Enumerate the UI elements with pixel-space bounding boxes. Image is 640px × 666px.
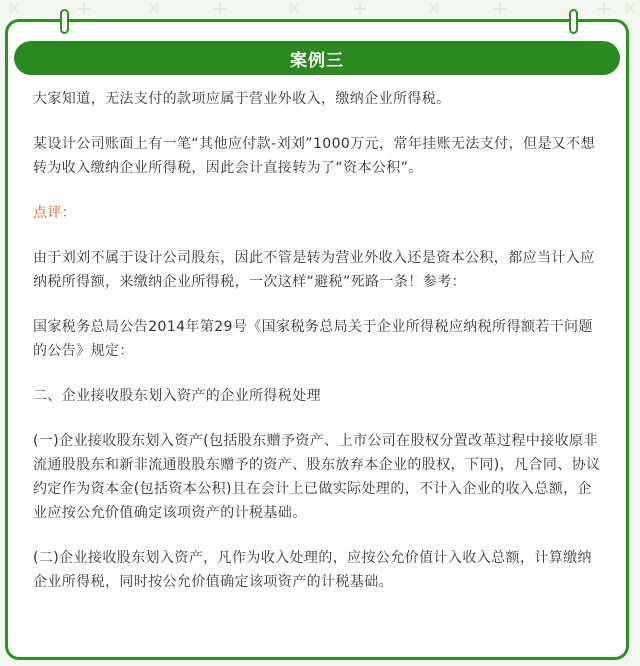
paragraph-reference: 国家税务总局公告2014年第29号《国家税务总局关于企业所得税应纳税所得额若干问题的公告》规定： [33, 319, 593, 359]
binder-ring-right [569, 9, 578, 34]
article-body [33, 87, 601, 615]
section-heading: 二、企业接收股东划入资产的企业所得税处理 [33, 388, 321, 404]
paragraph-case: 某设计公司账面上有一笔“其他应付款-刘刘”1000万元，常年挂账无法支付，但是又不想转为收入缴纳企业所得税，因此会计直接转为了“资本公积”。 [33, 136, 595, 176]
clause-two: (二)企业接收股东划入资产，凡作为收入处理的，应按公允价值计入收入总额，计算缴纳企业所得税，同时按公允价值确定该项资产的计税基础。 [33, 550, 592, 590]
page-title: 案例三 [290, 50, 344, 71]
paragraph-intro: 大家知道，无法支付的款项应属于营业外收入，缴纳企业所得税。 [33, 91, 451, 107]
paragraph-review: 由于刘刘不属于设计公司股东，因此不管是转为营业外收入还是资本公积，都应当计入应纳税所得额，来缴纳企业所得税，一次这样“避税”死路一条！参考： [33, 250, 595, 290]
review-heading: 点评： [33, 205, 77, 221]
clause-one: (一)企业接收股东划入资产(包括股东赠予资产、上市公司在股权分置改革过程中接收原非流通股股东和新非流通股股东赠予的资产、股东放弃本企业的股权，下同)，凡合同、协议约定作为资本金(包括资本公积)且在会计上已做实际处理的，不计入企业的收入总额，企业应按公允价值确定该项资产的计税基础。 [33, 433, 601, 521]
binder-ring-left [60, 9, 69, 34]
title-bar [14, 41, 620, 75]
